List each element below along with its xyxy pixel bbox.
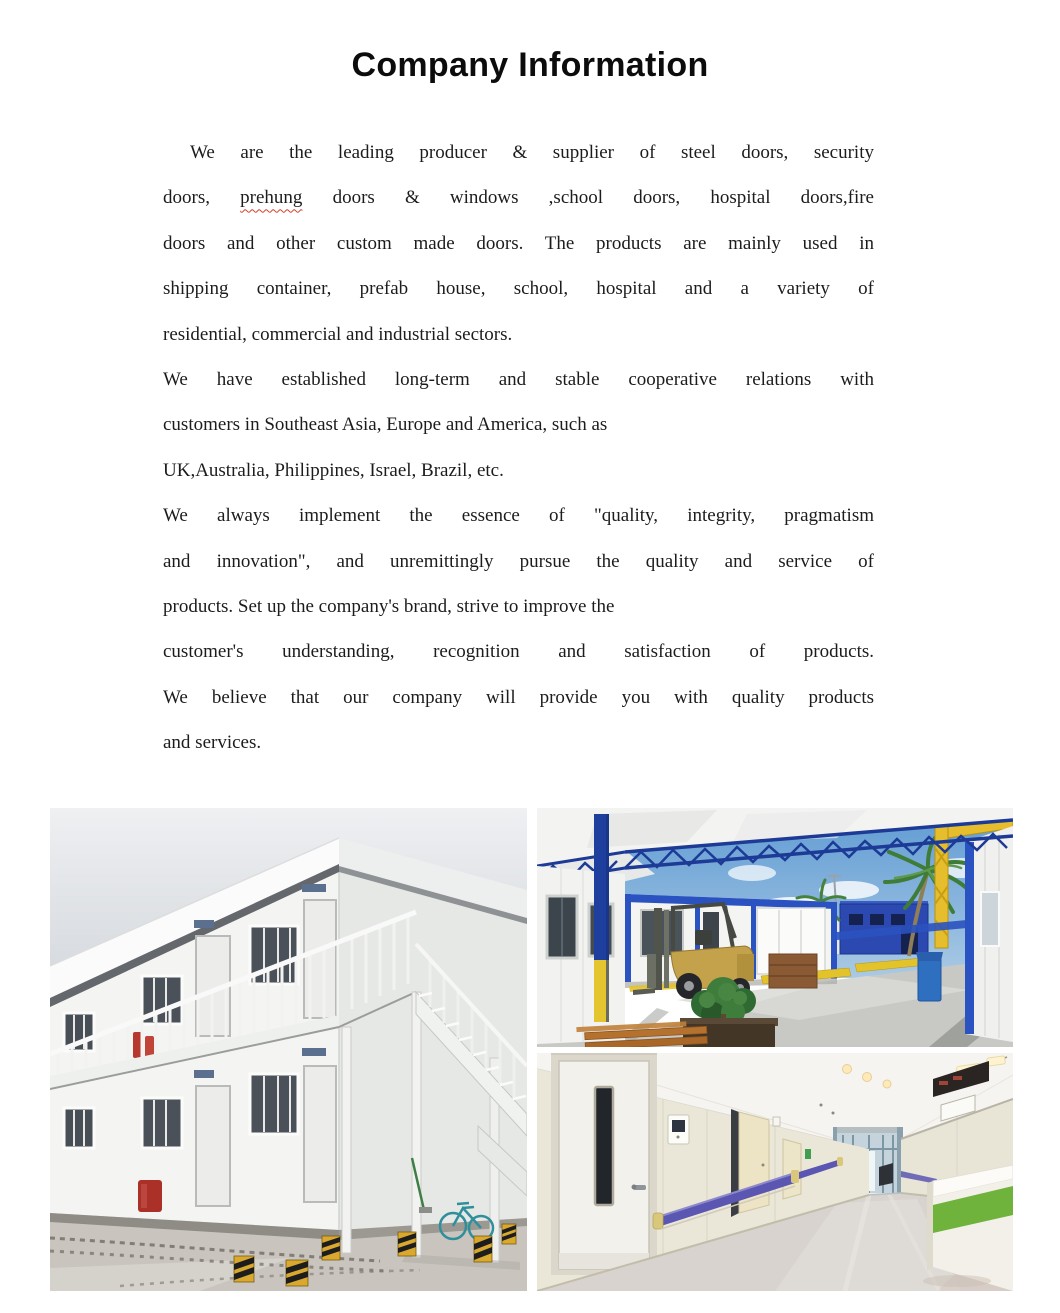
body-line: customers in Southeast Asia, Europe and America, such as <box>163 414 608 436</box>
body-line: We have established long-term and stable cooperative relations with <box>163 368 874 390</box>
intercom-panel <box>668 1115 689 1144</box>
body-line: We always implement the essence of "quality, integrity, pragmatism <box>163 505 874 527</box>
body-text: doors, <box>163 187 241 209</box>
near-door <box>551 1053 657 1275</box>
body-line: shipping container, prefab house, school, hospital and a variety of <box>163 278 874 300</box>
body-line: products. Set up the company's brand, strive to improve the <box>163 595 615 617</box>
blue-wheelie-bin <box>916 952 943 1001</box>
body-line: customer's understanding, recognition and satisfaction of products. <box>163 641 874 663</box>
company-description <box>163 130 874 765</box>
body-line: UK,Australia, Philippines, Israel, Brazil, etc. <box>163 459 504 481</box>
misspelled-word: prehung <box>240 187 303 209</box>
body-line: We believe that our company will provide you with quality products <box>163 686 874 708</box>
left-container-wall <box>537 866 625 1044</box>
body-line: and innovation", and unremittingly pursue the quality and service of <box>163 550 874 572</box>
wooden-steps <box>769 954 817 988</box>
container-house-photo <box>50 808 527 1291</box>
body-line: and services. <box>163 732 262 754</box>
body-line: doors and other custom made doors. The products are mainly used in <box>163 232 874 254</box>
right-foreground-container <box>965 826 1013 1042</box>
red-trash-bin <box>138 1180 162 1212</box>
blue-yellow-post <box>594 814 609 1022</box>
body-text: doors & windows ,school doors, hospital doors,fire <box>302 187 874 209</box>
body-line: residential, commercial and industrial sectors. <box>163 323 513 345</box>
site-forklift-photo <box>537 808 1013 1047</box>
body-line: We are the leading producer & supplier of steel doors, security <box>190 142 874 163</box>
page-title: Company Information <box>351 46 709 84</box>
body-line <box>163 175 874 220</box>
hospital-corridor-photo <box>537 1053 1013 1291</box>
